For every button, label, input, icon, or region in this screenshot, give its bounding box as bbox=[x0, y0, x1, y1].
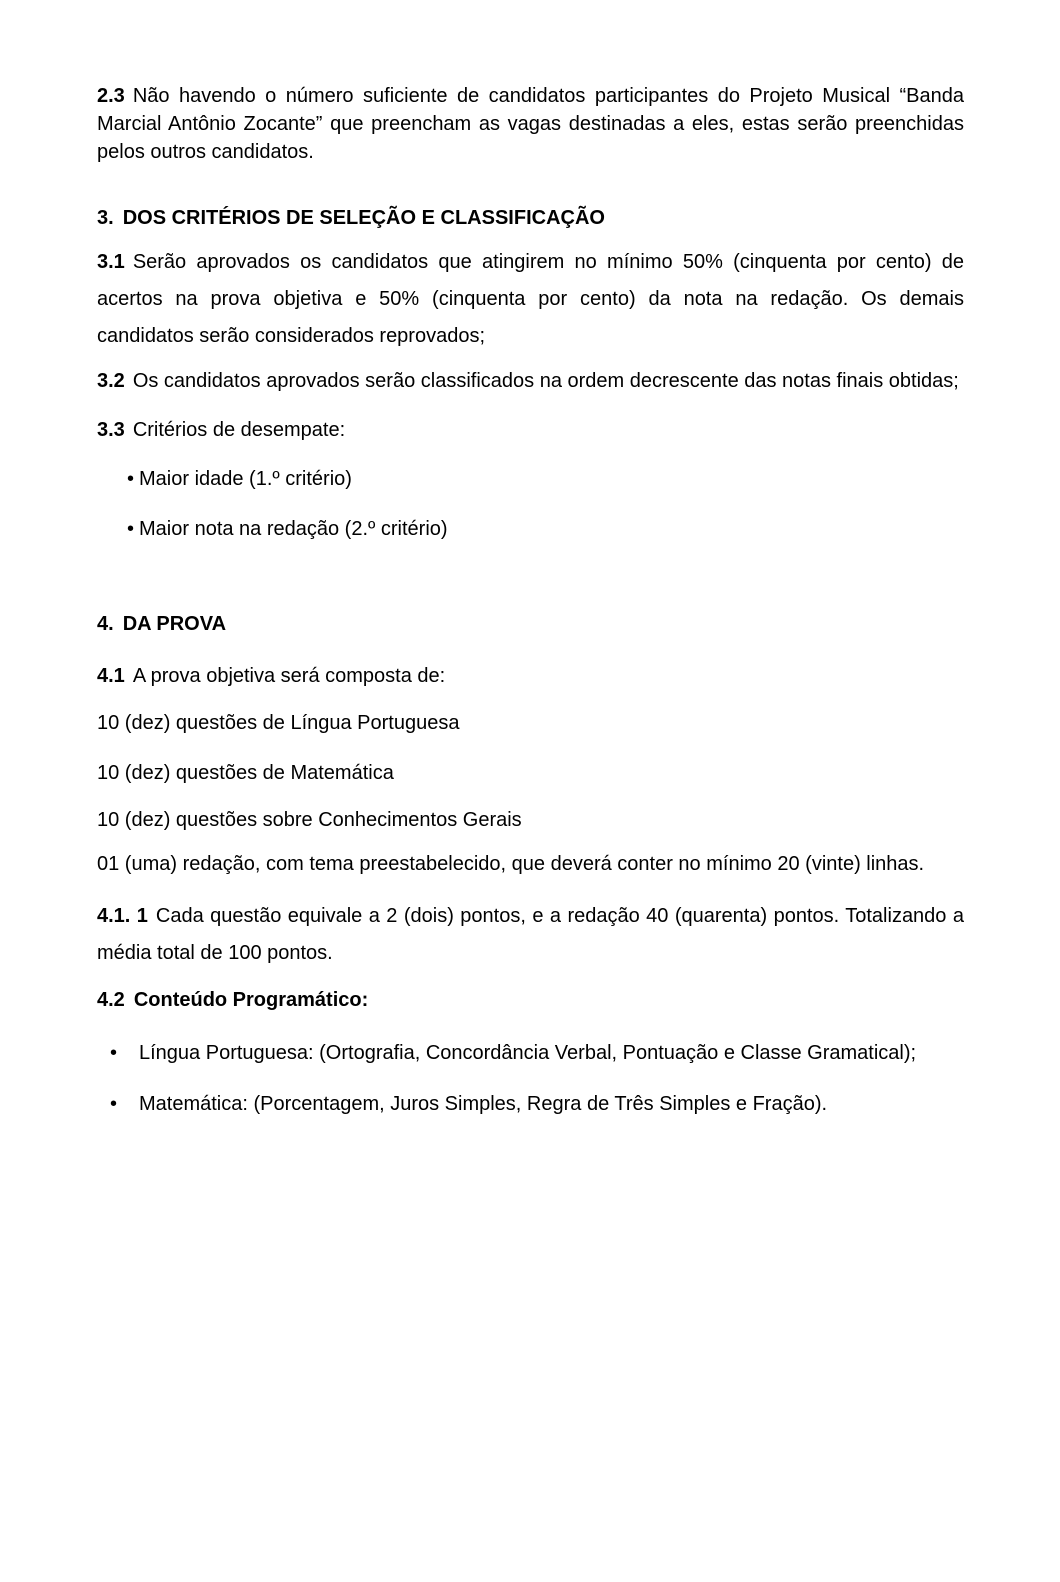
clause-4-1-number: 4.1 bbox=[97, 665, 125, 687]
exam-item bbox=[97, 705, 964, 742]
section-4-heading bbox=[97, 610, 964, 638]
clause-4-1-1 bbox=[97, 898, 964, 972]
content-item bbox=[97, 1035, 964, 1072]
clause-3-1-text: Serão aprovados os candidatos que atingirem no mínimo 50% (cinquenta por cento) de acertos na prova objetiva e 50% (cinquenta por cento) da nota na redação. Os demais candidatos serão considerados reprovados; bbox=[97, 251, 964, 347]
exam-item-redacao bbox=[97, 846, 964, 883]
tiebreak-item bbox=[97, 461, 964, 498]
content-item bbox=[97, 1086, 964, 1123]
clause-2-3-text: Não havendo o número suficiente de candidatos participantes do Projeto Musical “Banda Marcial Antônio Zocante” que preencham as vagas destinadas a eles, estas serão preenchidas pelos outros candidatos. bbox=[97, 85, 964, 163]
clause-4-1 bbox=[97, 658, 964, 695]
bullet-icon: • bbox=[110, 1042, 118, 1064]
clause-4-1-text: A prova objetiva será composta de: bbox=[132, 665, 446, 687]
exam-item bbox=[97, 755, 964, 792]
clause-3-3 bbox=[97, 412, 964, 449]
clause-3-1 bbox=[97, 244, 964, 355]
clause-4-1-1-number: 4.1. 1 bbox=[97, 905, 148, 927]
clause-2-3-number: 2.3 bbox=[97, 85, 125, 107]
exam-item-text: 01 (uma) redação, com tema preestabelecido, que deverá conter no mínimo 20 (vinte) linhas. bbox=[97, 853, 925, 875]
section-4-2-title: Conteúdo Programático: bbox=[133, 989, 369, 1011]
clause-2-3 bbox=[97, 82, 964, 166]
document-page bbox=[0, 82, 1060, 1123]
section-4-title: DA PROVA bbox=[122, 613, 227, 635]
tiebreak-item-text: Maior idade (1.º critério) bbox=[139, 468, 352, 490]
content-item-text: Língua Portuguesa: (Ortografia, Concordância Verbal, Pontuação e Classe Gramatical); bbox=[139, 1042, 917, 1064]
section-4-2-number: 4.2 bbox=[97, 989, 125, 1011]
clause-3-3-number: 3.3 bbox=[97, 419, 125, 441]
bullet-icon: • bbox=[110, 1093, 118, 1115]
section-3-heading bbox=[97, 204, 964, 232]
clause-3-1-number: 3.1 bbox=[97, 251, 125, 273]
tiebreak-item-text: Maior nota na redação (2.º critério) bbox=[139, 518, 448, 540]
clause-3-2-text: Os candidatos aprovados serão classificados na ordem decrescente das notas finais obtidas; bbox=[132, 370, 959, 392]
section-3-number: 3. bbox=[97, 207, 114, 229]
content-item-text: Matemática: (Porcentagem, Juros Simples, Regra de Três Simples e Fração). bbox=[139, 1093, 828, 1115]
clause-4-1-1-text: Cada questão equivale a 2 (dois) pontos, e a redação 40 (quarenta) pontos. Totalizando a média total de 100 pontos. bbox=[97, 905, 964, 964]
exam-item bbox=[97, 802, 964, 839]
section-4-number: 4. bbox=[97, 613, 114, 635]
exam-item-text: 10 (dez) questões de Língua Portuguesa bbox=[97, 712, 460, 734]
section-3-title: DOS CRITÉRIOS DE SELEÇÃO E CLASSIFICAÇÃO bbox=[122, 207, 605, 229]
bullet-icon: • bbox=[127, 518, 135, 540]
clause-3-2-number: 3.2 bbox=[97, 370, 125, 392]
clause-3-2 bbox=[97, 363, 964, 400]
section-4-2-heading bbox=[97, 986, 964, 1014]
exam-item-text: 10 (dez) questões sobre Conhecimentos Gerais bbox=[97, 809, 522, 831]
tiebreak-item bbox=[97, 511, 964, 548]
exam-item-text: 10 (dez) questões de Matemática bbox=[97, 762, 394, 784]
bullet-icon: • bbox=[127, 468, 135, 490]
clause-3-3-text: Critérios de desempate: bbox=[132, 419, 346, 441]
